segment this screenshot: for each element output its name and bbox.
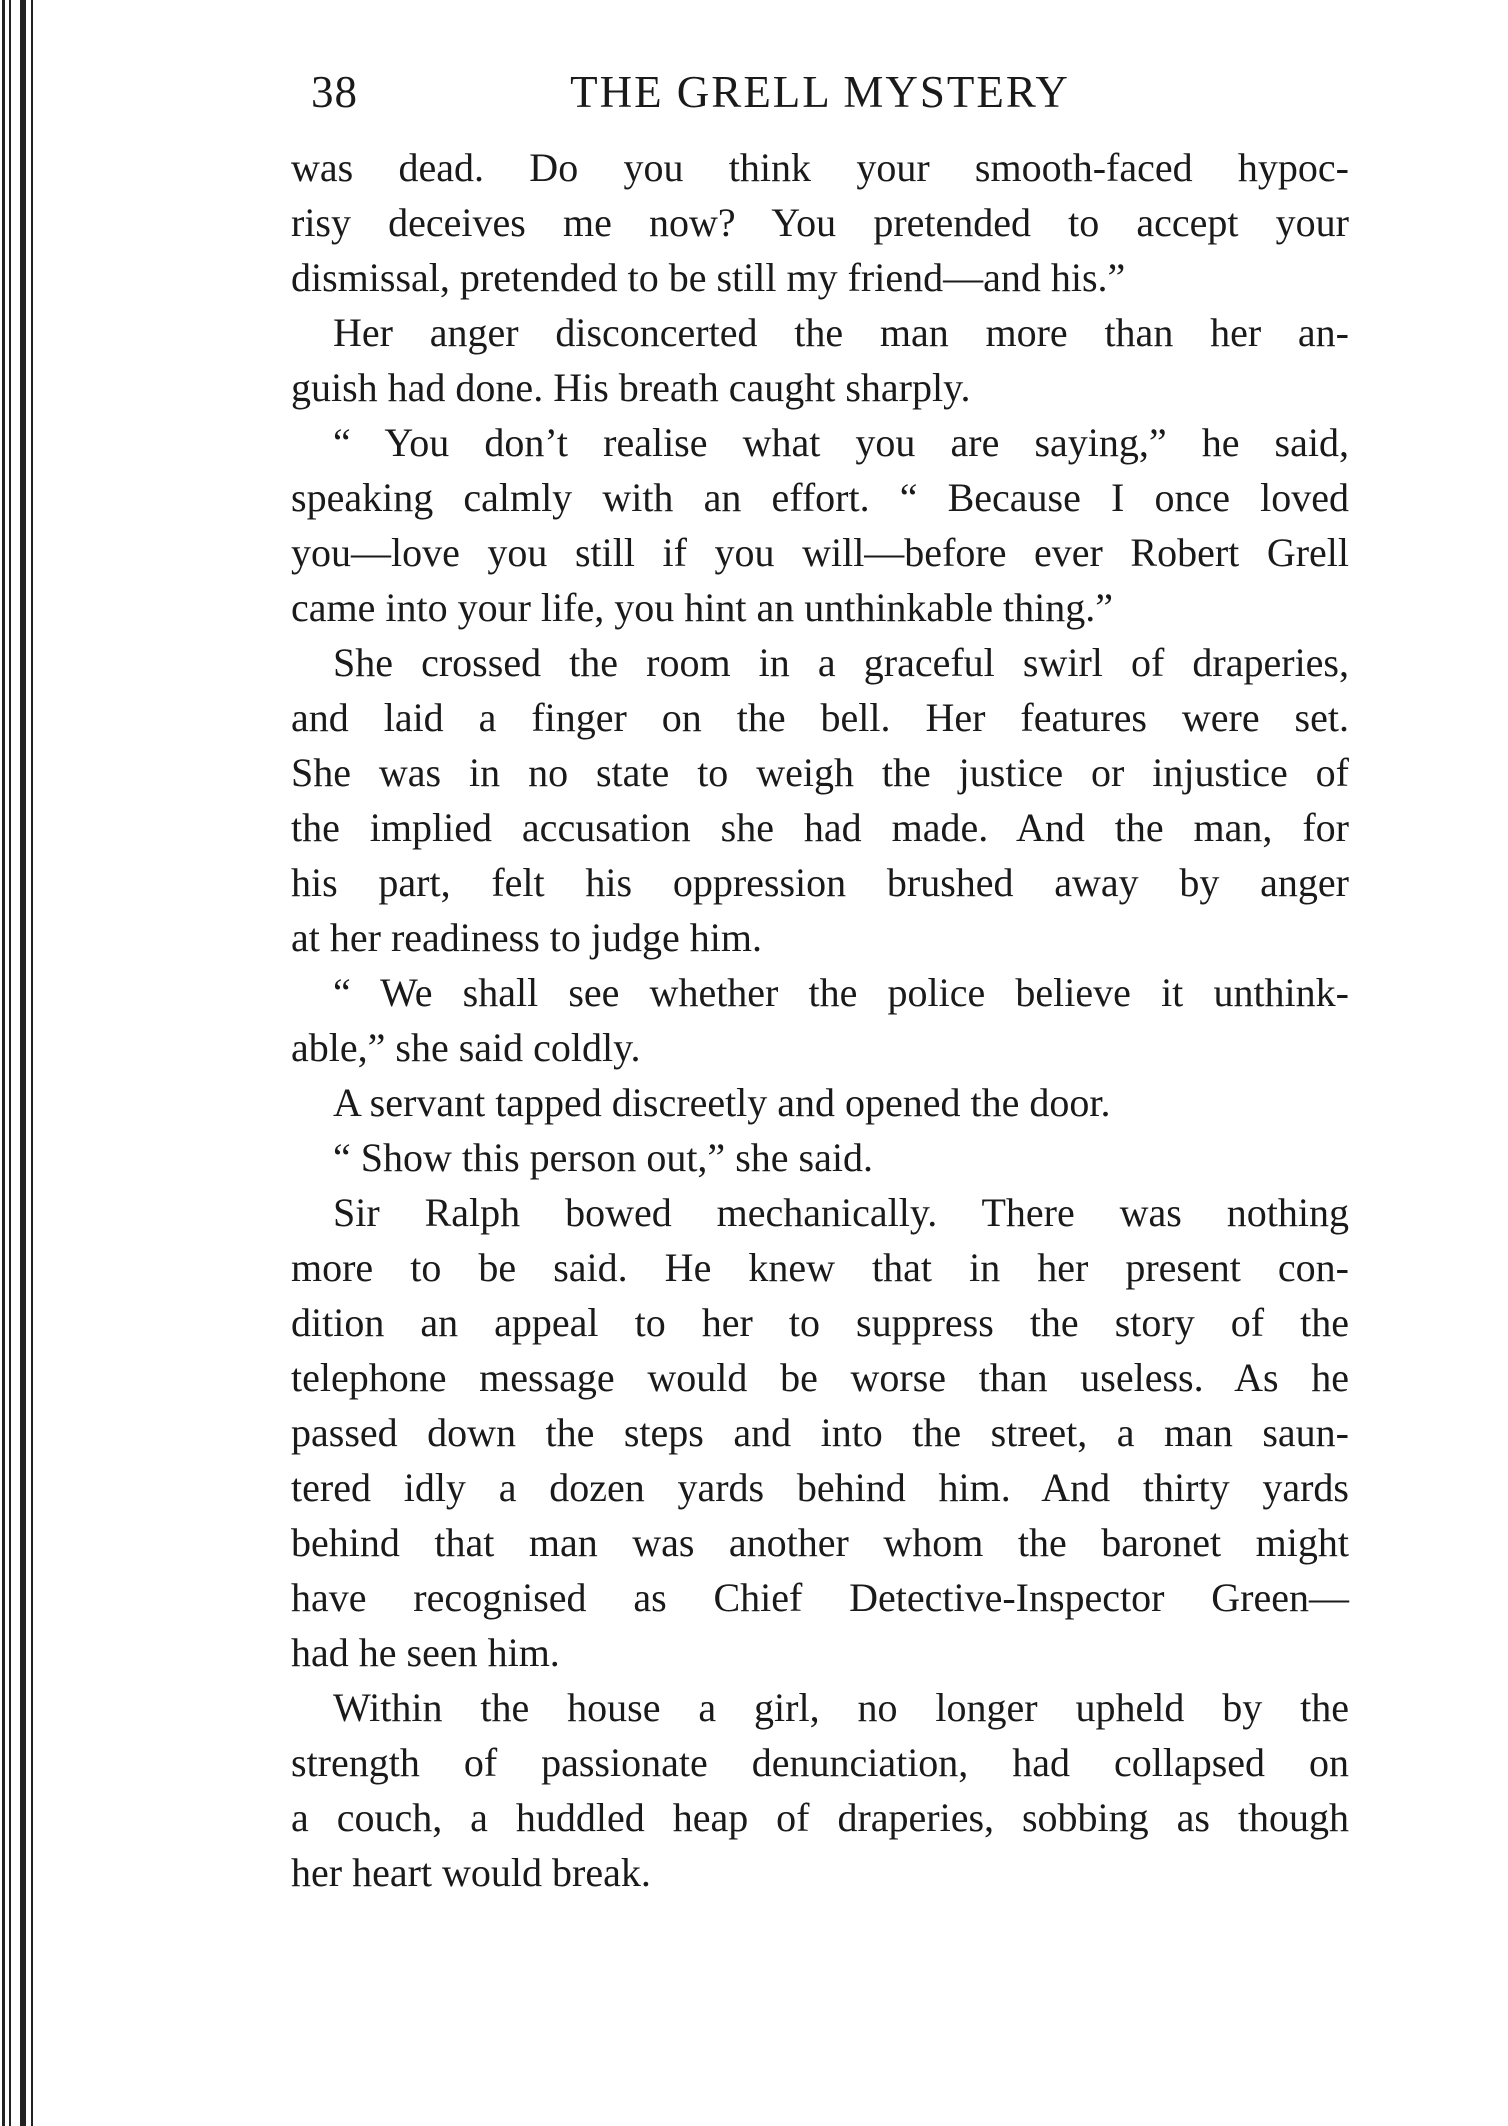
binding-rule bbox=[31, 0, 33, 2126]
text-line: her heart would break. bbox=[291, 1850, 651, 1895]
page-number: 38 bbox=[311, 67, 358, 117]
text-line: Her anger disconcerted the man more than her an- bbox=[333, 310, 1349, 355]
text-line: more to be said. He knew that in her present con- bbox=[291, 1245, 1349, 1290]
text-line: able,” she said coldly. bbox=[291, 1025, 641, 1070]
paragraph bbox=[291, 1185, 1349, 1680]
text-line: guish had done. His breath caught sharply. bbox=[291, 365, 971, 410]
text-line: have recognised as Chief Detective-Inspector Green— bbox=[291, 1575, 1349, 1620]
text-line: “ Show this person out,” she said. bbox=[333, 1135, 873, 1180]
binding-rule bbox=[9, 0, 11, 2126]
text-line: tered idly a dozen yards behind him. And thirty yards bbox=[291, 1465, 1349, 1510]
text-line: dition an appeal to her to suppress the story of the bbox=[291, 1300, 1349, 1345]
text-line: strength of passionate denunciation, had collapsed on bbox=[291, 1740, 1349, 1785]
text-line: had he seen him. bbox=[291, 1630, 560, 1675]
paragraph bbox=[291, 1075, 1349, 1130]
text-line: Sir Ralph bowed mechanically. There was nothing bbox=[333, 1190, 1349, 1235]
text-line: a couch, a huddled heap of draperies, sobbing as though bbox=[291, 1795, 1349, 1840]
page-binding-edge bbox=[0, 0, 44, 2126]
text-line: She was in no state to weigh the justice or injustice of bbox=[291, 750, 1349, 795]
text-line: She crossed the room in a graceful swirl of draperies, bbox=[333, 640, 1349, 685]
book-page bbox=[291, 60, 1349, 1900]
text-line: speaking calmly with an effort. “ Because I once loved bbox=[291, 475, 1349, 520]
page-header bbox=[291, 60, 1349, 130]
paragraph bbox=[291, 305, 1349, 415]
binding-rule bbox=[2, 0, 5, 2126]
text-line: telephone message would be worse than useless. As he bbox=[291, 1355, 1349, 1400]
text-line: passed down the steps and into the street, a man saun- bbox=[291, 1410, 1349, 1455]
text-line: you—love you still if you will—before ever Robert Grell bbox=[291, 530, 1349, 575]
text-line: dismissal, pretended to be still my friend—and his.” bbox=[291, 255, 1126, 300]
paragraph bbox=[291, 635, 1349, 965]
text-line: Within the house a girl, no longer upheld by the bbox=[333, 1685, 1349, 1730]
body-text bbox=[291, 140, 1349, 1900]
paragraph bbox=[291, 965, 1349, 1075]
paragraph bbox=[291, 415, 1349, 635]
paragraph bbox=[291, 1680, 1349, 1900]
text-line: risy deceives me now? You pretended to accept your bbox=[291, 200, 1349, 245]
text-line: his part, felt his oppression brushed away by anger bbox=[291, 860, 1349, 905]
text-line: came into your life, you hint an unthinkable thing.” bbox=[291, 585, 1114, 630]
text-line: the implied accusation she had made. And the man, for bbox=[291, 805, 1349, 850]
text-line: behind that man was another whom the baronet might bbox=[291, 1520, 1349, 1565]
paragraph bbox=[291, 140, 1349, 305]
text-line: “ We shall see whether the police believe it unthink- bbox=[333, 970, 1349, 1015]
binding-rule bbox=[20, 0, 26, 2126]
paragraph bbox=[291, 1130, 1349, 1185]
text-line: “ You don’t realise what you are saying,” he said, bbox=[333, 420, 1349, 465]
text-line: at her readiness to judge him. bbox=[291, 915, 762, 960]
text-line: A servant tapped discreetly and opened the door. bbox=[333, 1080, 1111, 1125]
text-line: was dead. Do you think your smooth-faced hypoc- bbox=[291, 145, 1349, 190]
text-line: and laid a finger on the bell. Her features were set. bbox=[291, 695, 1349, 740]
running-title: THE GRELL MYSTERY bbox=[570, 67, 1070, 117]
